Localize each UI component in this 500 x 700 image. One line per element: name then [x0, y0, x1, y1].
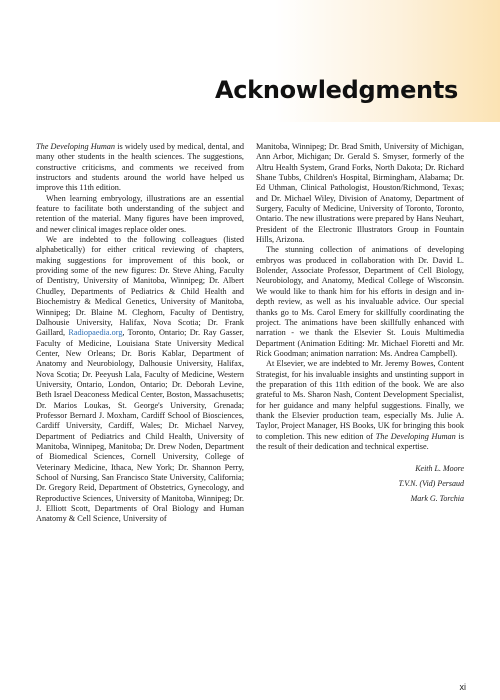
left-paragraph-2: When learning embryology, illustrations are an essential feature to facilitate both understanding of the subject and retention of the material. Many figures have been improved, and newer clinical images replace older ones. [36, 193, 244, 234]
left-column [36, 142, 244, 525]
paragraph-text: We are indebted to the following colleagues (listed alphabetically) for either critical reviewing of chapters, making suggestions for improvement of this book, or providing some of the new figures: Dr. Steve Ahing, Faculty of Dentistry, University of Manitoba, Winnipeg; Dr. Albert Chudley, Departments of Pediatrics & Child Health and Biochemistry & Medical Genetics, University of Manitoba, Winnipeg; Dr. Blaine M. Cleghorn, Faculty of Dentistry, Dalhousie University, Halifax, Nova Scotia; Dr. Frank Gaillard, [36, 235, 244, 338]
right-column [256, 142, 464, 525]
book-title: The Developing Human [36, 142, 116, 151]
author-name: Mark G. Torchia [410, 494, 464, 504]
right-paragraph-1: Manitoba, Winnipeg; Dr. Brad Smith, University of Michigan, Ann Arbor, Michigan; Dr. Gerald S. Smyser, formerly of the Altru Health System, Grand Forks, North Dakota; Dr. Richard Shane Tubbs, Children's Hospital, Birmingham, Alabama; Dr. Ed Uthman, Clinical Pathologist, Houston/Richmond, Texas; and Dr. Michael Wiley, Division of Anatomy, Department of Surgery, Faculty of Medicine, University of Toronto, Toronto, Ontario. The new illustrations were prepared by Hans Neuhart, President of the Electronic Illustrators Group in Fountain Hills, Arizona. [256, 142, 464, 245]
right-paragraph-2: The stunning collection of animations of developing embryos was produced in collaboration with Dr. David L. Bolender, Associate Professor, Department of Cell Biology, Neurobiology, and Anatomy, Medical College of Wisconsin. We would like to thank him for his efforts in design and in-depth review, as well as his invaluable advice. Our special thanks go to Ms. Carol Emery for skillfully coordinating the project. The animations have been skillfully enhanced with narration - we thank the Elsevier St. Louis Multimedia Department (Animation Editing: Mr. Michael Fioretti and Mr. Rick Goodman; animation narration: Ms. Andrea Campbell). [256, 245, 464, 358]
author-signatures [256, 461, 464, 506]
paragraph-text: is widely used by medical, dental, and many other students in the health sciences. The suggestions, constructive criticisms, and comments we received from instructors and students around the world have helped us improve this 11th edition. [36, 142, 244, 193]
left-paragraph-3 [36, 235, 244, 525]
page-number: xi [459, 682, 466, 692]
paragraph-text: At Elsevier, we are indebted to Mr. Jeremy Bowes, Content Strategist, for his invaluable insights and unstinting support in the preparation of this 11th edition of the book. We are also grateful to Ms. Sharon Nash, Content Development Specialist, for her guidance and many helpful suggestions. Finally, we thank the Elsevier production team, especially Ms. Julie A. Taylor, Project Manager, HS Books, UK for bringing this book to completion. This new edition of [256, 359, 464, 441]
right-paragraph-3 [256, 359, 464, 452]
book-title: The Developing Human [375, 431, 456, 441]
page-title: Acknowledgments [214, 76, 458, 104]
text-columns [36, 142, 464, 525]
author-name: T.V.N. (Vid) Persaud [398, 479, 464, 489]
paragraph-text: is the result of their dedication and technical expertise. [256, 431, 464, 451]
radiopaedia-link[interactable]: Radiopaedia.org [68, 328, 123, 338]
paragraph-text: , Toronto, Ontario; Dr. Ray Gasser, Faculty of Medicine, Louisiana State University Medical Center, New Orleans; Dr. Boris Kablar, Department of Anatomy and Neurobiology, Dalhousie University, Halifax, Nova Scotia; Dr. Peeyush Lala, Faculty of Medicine, Western University, Ontario, London, Ontario; Dr. Deborah Levine, Beth Israel Deaconess Medical Center, Boston, Massachusetts; Dr. Marios Loukas, St. George's University, Grenada; Professor Bernard J. Moxham, Cardiff School of Biosciences, Cardiff University, Cardiff, Wales; Dr. Michael Narvey, Department of Pediatrics and Child Health, University of Manitoba, Winnipeg, Manitoba; Dr. Drew Noden, Department of Biomedical Sciences, Cornell University, College of Veterinary Medicine, Ithaca, New York; Dr. Shannon Perry, School of Nursing, San Francisco State University, California; Dr. Gregory Reid, Department of Obstetrics, Gynecology, and Reproductive Sciences, University of Manitoba, Winnipeg; Dr. J. Elliott Scott, Departments of Oral Biology and Human Anatomy & Cell Science, University of [36, 328, 244, 524]
left-paragraph-1 [36, 142, 244, 194]
author-name: Keith L. Moore [415, 464, 464, 474]
